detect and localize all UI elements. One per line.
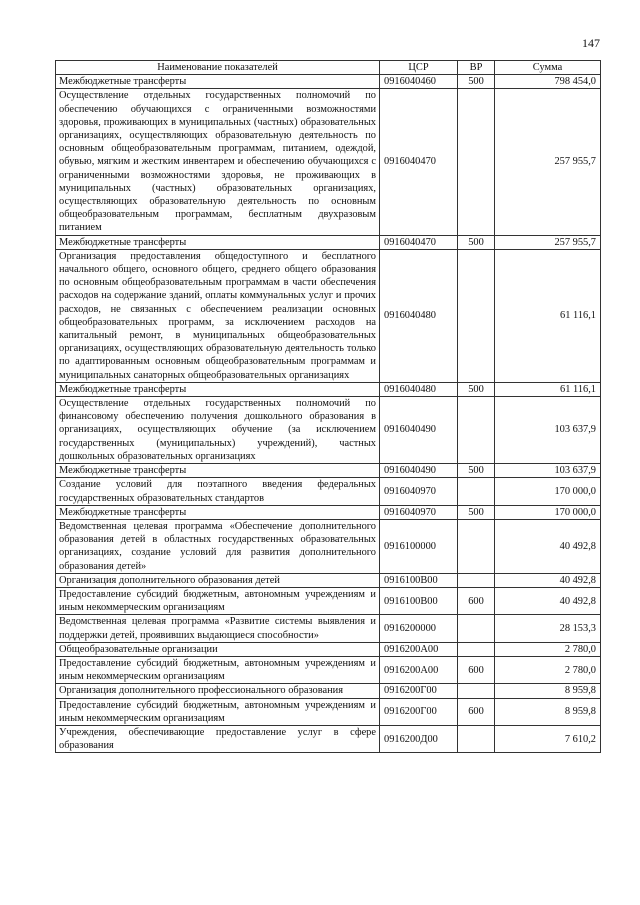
row-csr-cell: 0916200Г00 bbox=[380, 698, 458, 725]
row-name-cell: Межбюджетные трансферты bbox=[56, 464, 380, 478]
row-csr-cell: 0916040480 bbox=[380, 382, 458, 396]
row-sum-cell: 8 959,8 bbox=[495, 684, 601, 698]
row-sum-cell: 28 153,3 bbox=[495, 615, 601, 642]
header-csr: ЦСР bbox=[380, 61, 458, 75]
row-csr-cell: 0916200Г00 bbox=[380, 684, 458, 698]
row-name-cell: Ведомственная целевая программа «Обеспечение дополнительного образования детей в областных государственных образовательных организациях, создание условий для развития дополнительного образования детей» bbox=[56, 519, 380, 573]
table-row bbox=[56, 478, 601, 505]
row-vr-cell bbox=[458, 397, 495, 464]
row-sum-cell: 61 116,1 bbox=[495, 382, 601, 396]
row-vr-cell: 600 bbox=[458, 698, 495, 725]
row-csr-cell: 0916040970 bbox=[380, 505, 458, 519]
header-name: Наименование показателей bbox=[56, 61, 380, 75]
table-row bbox=[56, 573, 601, 587]
table-row bbox=[56, 656, 601, 683]
row-csr-cell: 0916040490 bbox=[380, 464, 458, 478]
row-name-cell: Межбюджетные трансферты bbox=[56, 505, 380, 519]
table-row bbox=[56, 587, 601, 614]
row-csr-cell: 0916040480 bbox=[380, 249, 458, 382]
row-sum-cell: 103 637,9 bbox=[495, 464, 601, 478]
table-row bbox=[56, 615, 601, 642]
row-name-cell: Предоставление субсидий бюджетным, автономным учреждениям и иным некоммерческим организациям bbox=[56, 656, 380, 683]
row-csr-cell: 0916040470 bbox=[380, 89, 458, 235]
row-csr-cell: 0916200А00 bbox=[380, 642, 458, 656]
row-name-cell: Организация дополнительного образования детей bbox=[56, 573, 380, 587]
table-row bbox=[56, 89, 601, 235]
row-name-cell: Межбюджетные трансферты bbox=[56, 75, 380, 89]
row-csr-cell: 0916100В00 bbox=[380, 587, 458, 614]
table-row bbox=[56, 75, 601, 89]
row-name-cell: Организация предоставления общедоступного и бесплатного начального общего, основного общего, среднего общего образования по основным общеобразовательным программам в части обеспечения расходов на содержание зданий, оплаты коммунальных услуг и прочих расходов, не связанных с обеспечением реализации основных общеобразовательных программ, за исключением расходов на капитальный ремонт, в муниципальных общеобразовательных организациях, осуществляющих образовательную деятельность только по адаптированным основным общеобразовательным программам и муниципальных санаторных общеобразовательных организациях bbox=[56, 249, 380, 382]
row-name-cell: Создание условий для поэтапного введения федеральных государственных образовательных стандартов bbox=[56, 478, 380, 505]
row-sum-cell: 170 000,0 bbox=[495, 505, 601, 519]
row-sum-cell: 61 116,1 bbox=[495, 249, 601, 382]
row-csr-cell: 0916040490 bbox=[380, 397, 458, 464]
row-name-cell: Предоставление субсидий бюджетным, автономным учреждениям и иным некоммерческим организациям bbox=[56, 698, 380, 725]
row-vr-cell bbox=[458, 89, 495, 235]
header-vr: ВР bbox=[458, 61, 495, 75]
row-name-cell: Межбюджетные трансферты bbox=[56, 382, 380, 396]
table-row bbox=[56, 249, 601, 382]
table-body bbox=[56, 75, 601, 753]
row-vr-cell bbox=[458, 725, 495, 752]
row-sum-cell: 8 959,8 bbox=[495, 698, 601, 725]
row-csr-cell: 0916100В00 bbox=[380, 573, 458, 587]
row-sum-cell: 40 492,8 bbox=[495, 587, 601, 614]
row-name-cell: Межбюджетные трансферты bbox=[56, 235, 380, 249]
table-row bbox=[56, 698, 601, 725]
row-vr-cell bbox=[458, 519, 495, 573]
row-vr-cell: 600 bbox=[458, 587, 495, 614]
row-sum-cell: 40 492,8 bbox=[495, 519, 601, 573]
row-vr-cell bbox=[458, 573, 495, 587]
table-header-row bbox=[56, 61, 601, 75]
row-vr-cell bbox=[458, 615, 495, 642]
row-vr-cell: 500 bbox=[458, 235, 495, 249]
row-vr-cell bbox=[458, 478, 495, 505]
header-sum: Сумма bbox=[495, 61, 601, 75]
row-vr-cell bbox=[458, 249, 495, 382]
table-row bbox=[56, 519, 601, 573]
row-vr-cell bbox=[458, 684, 495, 698]
row-csr-cell: 0916040460 bbox=[380, 75, 458, 89]
row-csr-cell: 0916200000 bbox=[380, 615, 458, 642]
row-csr-cell: 0916100000 bbox=[380, 519, 458, 573]
row-name-cell: Ведомственная целевая программа «Развитие системы выявления и поддержки детей, проявивших выдающиеся способности» bbox=[56, 615, 380, 642]
budget-table bbox=[55, 60, 601, 753]
table-row bbox=[56, 464, 601, 478]
page-number: 147 bbox=[582, 36, 600, 50]
row-sum-cell: 170 000,0 bbox=[495, 478, 601, 505]
row-sum-cell: 2 780,0 bbox=[495, 642, 601, 656]
row-sum-cell: 798 454,0 bbox=[495, 75, 601, 89]
row-sum-cell: 2 780,0 bbox=[495, 656, 601, 683]
row-vr-cell: 500 bbox=[458, 505, 495, 519]
row-vr-cell bbox=[458, 642, 495, 656]
row-name-cell: Осуществление отдельных государственных полномочий по финансовому обеспечению получения дошкольного образования в организациях, осуществляющих обучение (за исключением государственных (муниципальных) учреждений), частных дошкольных образовательных организациях bbox=[56, 397, 380, 464]
table-row bbox=[56, 642, 601, 656]
row-name-cell: Осуществление отдельных государственных полномочий по обеспечению обучающихся с ограниченными возможностями здоровья, проживающих в муниципальных (частных) образовательных организациях, осуществляющих образовательную деятельность по основным общеобразовательным программам, питанием, одеждой, обувью, мягким и жестким инвентарем и обеспечению обучающихся с ограниченными возможностями здоровья, не проживающих в муниципальных (частных) образовательных организациях, осуществляющих образовательную деятельность по основным общеобразовательным программам, бесплатным двухразовым питанием bbox=[56, 89, 380, 235]
row-name-cell: Предоставление субсидий бюджетным, автономным учреждениям и иным некоммерческим организациям bbox=[56, 587, 380, 614]
row-csr-cell: 0916040970 bbox=[380, 478, 458, 505]
row-sum-cell: 103 637,9 bbox=[495, 397, 601, 464]
row-sum-cell: 257 955,7 bbox=[495, 235, 601, 249]
table-row bbox=[56, 684, 601, 698]
row-csr-cell: 0916040470 bbox=[380, 235, 458, 249]
row-vr-cell: 600 bbox=[458, 656, 495, 683]
table-row bbox=[56, 382, 601, 396]
table-row bbox=[56, 235, 601, 249]
table-row bbox=[56, 397, 601, 464]
row-name-cell: Организация дополнительного профессионального образования bbox=[56, 684, 380, 698]
table-row bbox=[56, 505, 601, 519]
row-csr-cell: 0916200Д00 bbox=[380, 725, 458, 752]
table-row bbox=[56, 725, 601, 752]
row-sum-cell: 257 955,7 bbox=[495, 89, 601, 235]
row-name-cell: Учреждения, обеспечивающие предоставление услуг в сфере образования bbox=[56, 725, 380, 752]
row-vr-cell: 500 bbox=[458, 464, 495, 478]
row-csr-cell: 0916200А00 bbox=[380, 656, 458, 683]
row-name-cell: Общеобразовательные организации bbox=[56, 642, 380, 656]
row-vr-cell: 500 bbox=[458, 382, 495, 396]
row-sum-cell: 40 492,8 bbox=[495, 573, 601, 587]
row-vr-cell: 500 bbox=[458, 75, 495, 89]
row-sum-cell: 7 610,2 bbox=[495, 725, 601, 752]
